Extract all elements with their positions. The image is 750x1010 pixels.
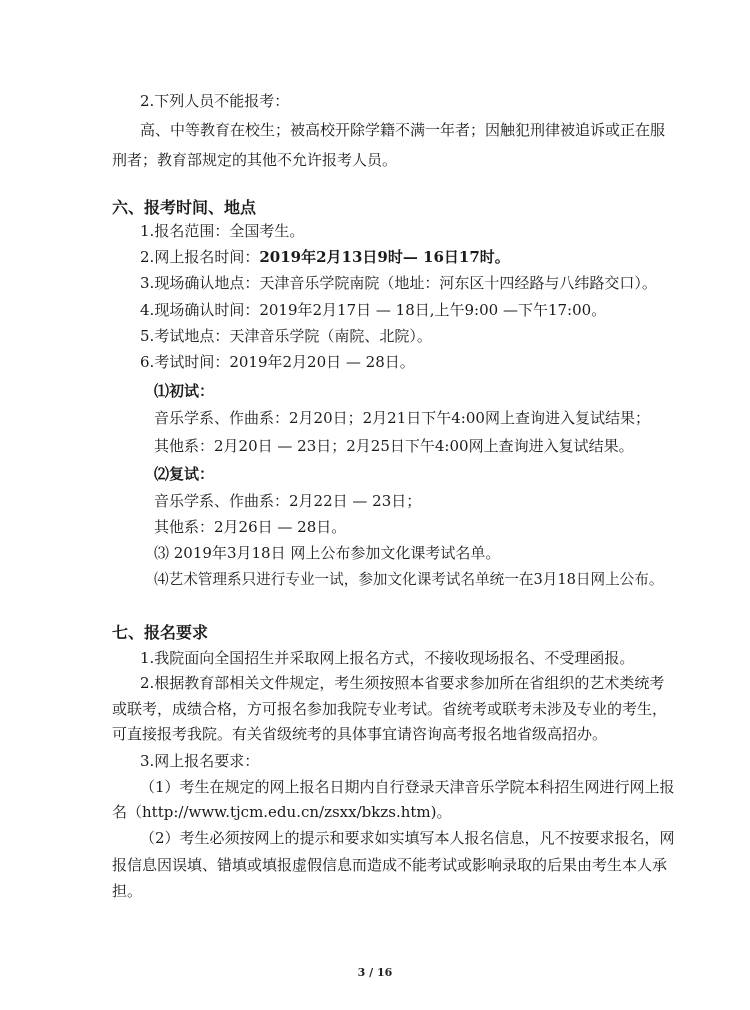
item-text: 报名范围：全国考生。 — [154, 222, 305, 240]
item-prefix: 4. — [140, 301, 155, 319]
section-six-item-2 — [140, 247, 510, 267]
requirement-2-line-1: （2）考生必须按网上的提示和要求如实填写本人报名信息，凡不按要求报名，网 — [140, 829, 675, 847]
item-text: 现场确认地点：天津音乐学院南院（地址：河东区十四经路与八纬路交口）。 — [154, 274, 657, 292]
section-seven-item-1: 1.我院面向全国招生并采取网上报名方式，不接收现场报名、不受理函报。 — [140, 649, 635, 667]
section-seven-item-2-line-1: 2.根据教育部相关文件规定，考生须按照本省要求参加所在省组织的艺术类统考 — [140, 674, 665, 692]
section-seven-heading: 七、报名要求 — [112, 623, 209, 642]
section-seven-item-2-line-2: 或联考，成绩合格，方可报名参加我院专业考试。省统考或联考未涉及专业的考生， — [112, 700, 668, 718]
item-prefix: 5. — [140, 327, 155, 345]
ineligible-label: 2.下列人员不能报考： — [140, 92, 290, 110]
section-six-item-1 — [140, 221, 304, 241]
second-round-label: ⑵复试： — [154, 465, 215, 483]
section-seven-item-2-line-3: 可直接报考我院。有关省级统考的具体事宜请咨询高考报名地省级高招办。 — [112, 725, 608, 743]
ineligible-text-line-1: 高、中等教育在校生；被高校开除学籍不满一年者；因触犯刑律被追诉或正在服 — [140, 121, 666, 139]
item-text: 考试时间：2019年2月20日 — 28日。 — [154, 353, 415, 371]
requirement-1-line-2: 名（http://www.tjcm.edu.cn/zsxx/bkzs.htm)。 — [112, 803, 452, 821]
ineligible-text-line-2: 刑者；教育部规定的其他不允许报考人员。 — [112, 151, 398, 169]
section-six-item-3 — [140, 273, 657, 293]
item-prefix: 3. — [140, 274, 155, 292]
requirement-2-line-3: 担。 — [112, 882, 143, 900]
item-label: 网上报名时间： — [154, 248, 260, 266]
first-round-line-2: 其他系：2月20日 — 23日；2月25日下午4:00网上查询进入复试结果。 — [154, 437, 634, 455]
item-text: 考试地点：天津音乐学院（南院、北院）。 — [154, 327, 432, 345]
first-round-line-1: 音乐学系、作曲系：2月20日；2月21日下午4:00网上查询进入复试结果； — [154, 409, 650, 427]
culture-exam-list-note: ⑶ 2019年3月18日 网上公布参加文化课考试名单。 — [154, 544, 501, 562]
item-prefix: 2. — [140, 248, 155, 266]
arts-management-note: ⑷艺术管理系只进行专业一试，参加文化课考试名单统一在3月18日网上公布。 — [154, 571, 664, 588]
online-requirements-label: 3.网上报名要求： — [140, 752, 260, 770]
second-round-line-2: 其他系：2月26日 — 28日。 — [154, 518, 347, 536]
item-text: 现场确认时间：2019年2月17日 — 18日,上午9:00 —下午17:00。 — [154, 301, 607, 319]
page-number: 3 / 16 — [357, 966, 393, 979]
item-prefix: 6. — [140, 353, 155, 371]
requirement-2-line-2: 报信息因误填、错填或填报虚假信息而造成不能考试或影响录取的后果由考生本人承 — [112, 856, 668, 874]
registration-time-emphasis: 2019年2月13日9时— 16日17时。 — [259, 248, 510, 266]
section-six-heading: 六、报考时间、地点 — [112, 198, 257, 217]
requirement-1-line-1: （1）考生在规定的网上报名日期内自行登录天津音乐学院本科招生网进行网上报 — [140, 778, 675, 796]
second-round-line-1: 音乐学系、作曲系：2月22日 — 23日； — [154, 492, 422, 510]
first-round-label: ⑴初试： — [154, 382, 215, 400]
section-six-item-6 — [140, 352, 415, 372]
item-prefix: 1. — [140, 222, 155, 240]
section-six-item-4 — [140, 300, 606, 320]
section-six-item-5 — [140, 326, 432, 346]
